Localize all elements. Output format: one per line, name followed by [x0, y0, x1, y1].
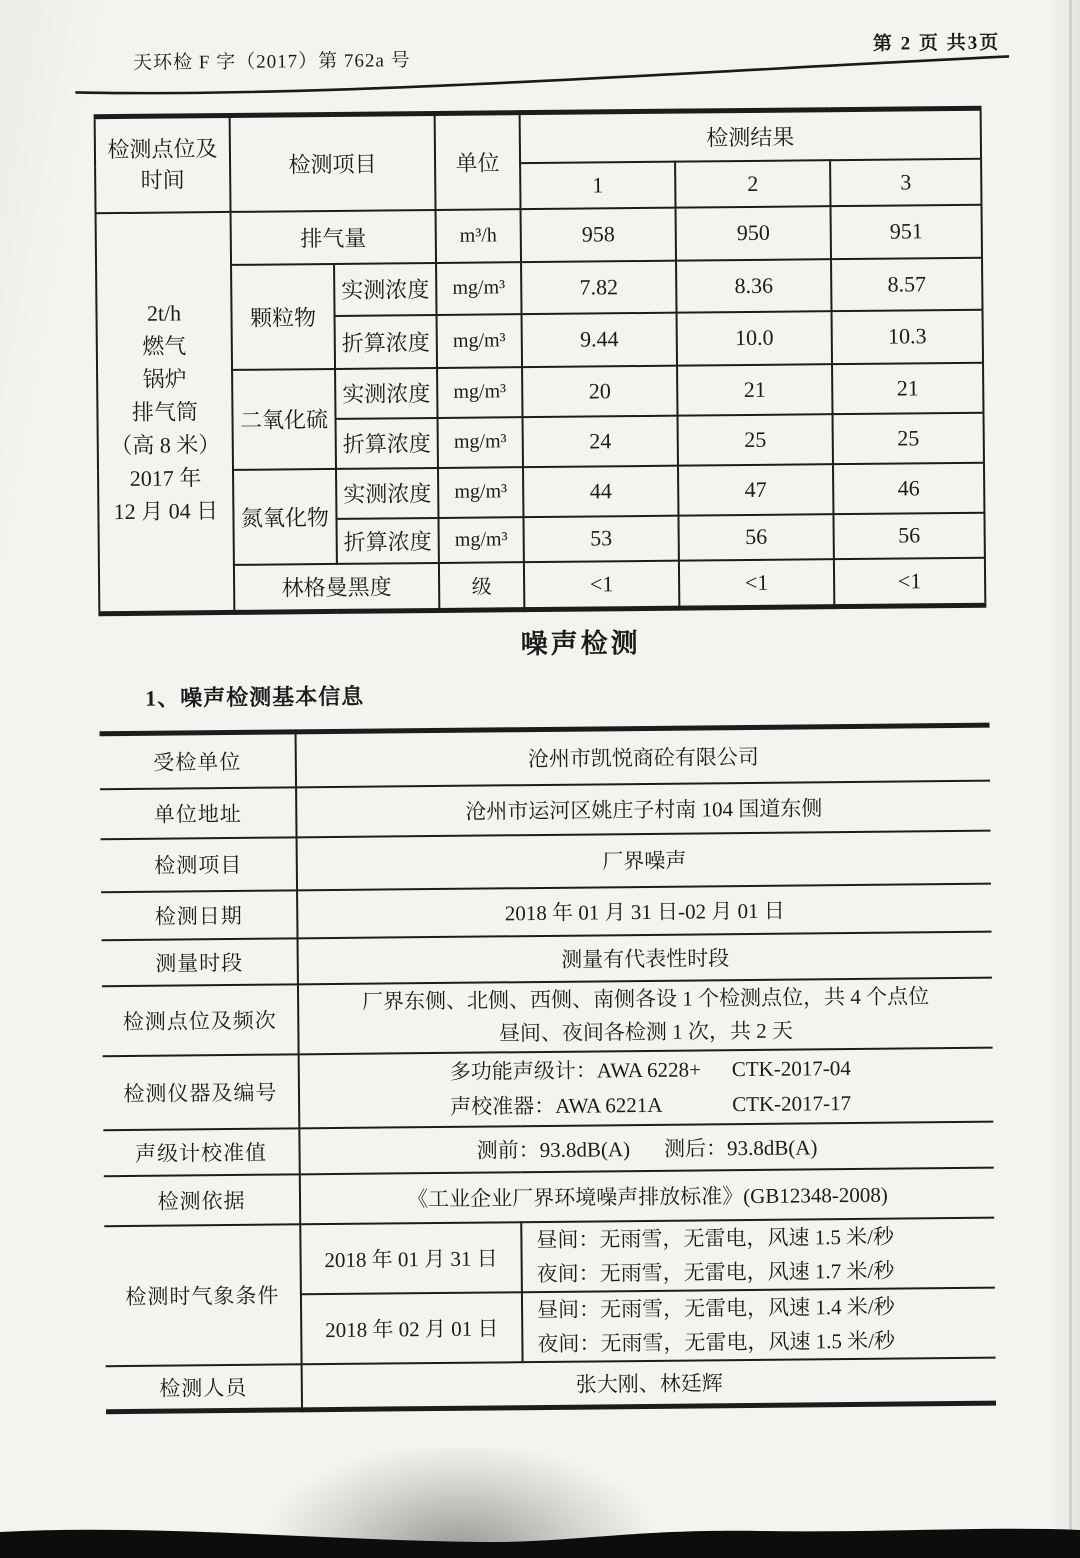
row-label-item: 检测项目 [101, 837, 297, 892]
instrument-value [299, 1047, 994, 1128]
value-cell: 7.82 [521, 260, 676, 313]
value-cell: 8.57 [831, 257, 983, 310]
header-rule [73, 51, 1013, 104]
period-value: 测量有代表性时段 [298, 931, 992, 984]
value-cell: 56 [833, 512, 984, 558]
measure-label: 实测浓度 [335, 367, 437, 418]
result-col-1: 1 [520, 161, 675, 208]
measure-label: 实测浓度 [336, 467, 438, 518]
weather-conditions-1: 昼间：无雨雪，无雷电，风速 1.5 米/秒 夜间：无雨雪，无雷电，风速 1.7 米/秒 [521, 1217, 995, 1292]
point-time-cell: 2t/h 燃气 锅炉 排气筒 （高 8 米） 2017 年 12 月 04 日 [96, 211, 235, 613]
measure-label: 折算浓度 [335, 314, 438, 368]
unit-cell: 级 [439, 562, 524, 611]
value-cell: 24 [523, 415, 678, 466]
subsection-title-noise-basic-info: 1、噪声检测基本信息 [145, 683, 365, 711]
unit-cell: mg/m³ [438, 467, 523, 518]
item-value: 厂界噪声 [297, 830, 991, 890]
value-cell: 47 [678, 464, 833, 515]
unit-cell: m³/h [436, 209, 522, 263]
calibration-before: 测前：93.8dB(A) [476, 1136, 631, 1163]
row-label-date: 检测日期 [101, 890, 297, 940]
unit-cell: mg/m³ [438, 417, 523, 468]
measure-label: 折算浓度 [336, 517, 438, 563]
value-cell: 951 [831, 204, 983, 258]
measure-label: 折算浓度 [336, 417, 438, 468]
noise-basic-info-table [100, 723, 997, 1415]
value-cell: 46 [833, 462, 984, 513]
weather-conditions-2: 昼间：无雨雪，无雷电，风速 1.4 米/秒 夜间：无雨雪，无雷电，风速 1.5 米/秒 [522, 1287, 996, 1362]
unit-cell: mg/m³ [437, 367, 522, 418]
unit-cell: mg/m³ [436, 262, 521, 315]
scanner-bottom-band [0, 1516, 1080, 1558]
row-label-exhaust: 排气量 [231, 209, 437, 264]
value-cell: <1 [834, 557, 985, 606]
value-cell: 25 [678, 414, 833, 465]
section-title-noise: 噪声检测 [520, 628, 641, 660]
value-cell: 44 [523, 465, 678, 516]
row-label-calibration: 声级计校准值 [103, 1128, 299, 1176]
instrument-line2-code: CTK-2017-17 [732, 1090, 852, 1116]
value-cell: 10.3 [832, 309, 984, 363]
col-header-point-time: 检测点位及 时间 [95, 115, 231, 212]
value-cell: 21 [677, 364, 832, 415]
measure-label: 实测浓度 [334, 262, 437, 315]
value-cell: 8.36 [676, 259, 831, 312]
row-label-subject: 受检单位 [100, 732, 297, 789]
pollutant-name-nox: 氮氧化物 [233, 468, 337, 564]
value-cell: 21 [832, 362, 983, 413]
address-value: 沧州市运河区姚庄子村南 104 国道东侧 [296, 780, 990, 837]
value-cell: 10.0 [677, 311, 833, 365]
col-header-unit: 单位 [435, 113, 521, 210]
value-cell: <1 [524, 560, 679, 609]
row-label-basis: 检测依据 [104, 1174, 300, 1226]
row-label-period: 测量时段 [102, 938, 298, 986]
row-label-points: 检测点位及频次 [102, 984, 299, 1056]
calibration-after: 测后：93.8dB(A) [663, 1134, 818, 1161]
pollutant-name-pm: 颗粒物 [231, 263, 335, 369]
date-value: 2018 年 01 月 31 日-02 月 01 日 [297, 883, 991, 938]
instrument-line1-code: CTK-2017-04 [731, 1055, 851, 1081]
result-col-3: 3 [830, 158, 981, 205]
basis-value: 《工业企业厂界环境噪声排放标准》(GB12348-2008) [300, 1167, 994, 1224]
unit-cell: mg/m³ [437, 314, 523, 368]
pollutant-name-so2: 二氧化硫 [232, 368, 336, 469]
value-cell: 53 [523, 515, 678, 561]
row-label-address: 单位地址 [100, 787, 296, 839]
value-cell: 56 [678, 514, 833, 560]
page-edge-line [1069, 0, 1072, 1558]
col-header-result: 检测结果 [520, 108, 981, 162]
result-col-2: 2 [675, 160, 830, 207]
page-indicator: 第 2 页 共3页 [872, 32, 1001, 55]
row-label-personnel: 检测人员 [106, 1364, 302, 1412]
emission-results-table [94, 106, 987, 617]
row-label-instrument: 检测仪器及编号 [103, 1054, 300, 1130]
subject-value: 沧州市凯悦商砼有限公司 [296, 725, 990, 787]
row-label-ringelmann: 林格曼黑度 [234, 562, 439, 612]
weather-date-2: 2018 年 02 月 01 日 [301, 1292, 523, 1364]
instrument-line1-name: 多功能声级计：AWA 6228+ [449, 1056, 701, 1084]
value-cell: 9.44 [522, 312, 678, 366]
unit-cell: mg/m³ [438, 517, 523, 563]
value-cell: 20 [522, 365, 677, 416]
doc-number: 天环检 F 字（2017）第 762a 号 [133, 50, 411, 74]
value-cell: <1 [679, 559, 834, 608]
value-cell: 25 [833, 412, 984, 463]
weather-date-1: 2018 年 01 月 31 日 [300, 1222, 522, 1294]
instrument-line2-name: 声校准器：AWA 6221A [450, 1092, 663, 1119]
value-cell: 950 [676, 206, 832, 260]
col-header-item: 检测项目 [230, 113, 436, 211]
value-cell: 958 [521, 207, 677, 261]
row-label-weather: 检测时气象条件 [104, 1224, 301, 1366]
points-value: 厂界东侧、北侧、西侧、南侧各设 1 个检测点位，共 4 个点位 昼间、夜间各检测 1 次，共 2 天 [298, 977, 993, 1054]
personnel-value: 张大刚、林廷辉 [302, 1357, 996, 1410]
calibration-value [299, 1121, 993, 1174]
